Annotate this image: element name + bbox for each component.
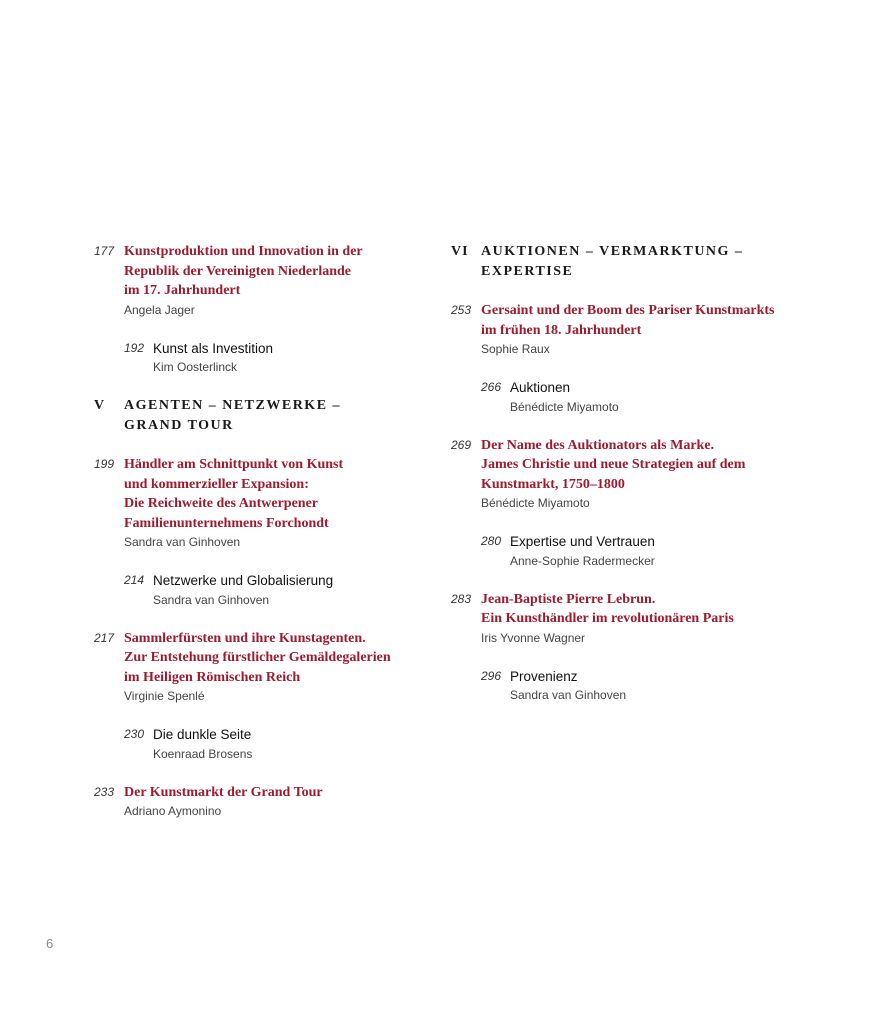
toc-right-column [451, 242, 831, 724]
chapter-author: Angela Jager [124, 302, 195, 317]
toc-entry[interactable] [94, 455, 424, 552]
chapter-author: Virginie Spenlé [124, 689, 205, 703]
section-heading-vi [451, 242, 831, 281]
chapter-title: Gersaint und der Boom des Pariser Kunstmarkts im frühen 18. Jahrhundert [481, 303, 775, 338]
page-ref: 296 [481, 668, 502, 683]
page-ref: 280 [481, 534, 502, 548]
page-ref: 269 [451, 437, 472, 452]
page-number: 6 [46, 936, 54, 951]
subchapter-title: Netzwerke und Globalisierung [153, 573, 334, 588]
toc-subentry[interactable] [451, 378, 831, 417]
subchapter-title: Kunst als Investition [153, 340, 274, 356]
chapter-title: Der Kunstmarkt der Grand Tour [124, 784, 323, 800]
toc-entry[interactable] [94, 629, 424, 707]
section-title: AGENTEN – NETZWERKE – GRAND TOUR [124, 398, 342, 433]
chapter-author: Bénédicte Miyamoto [481, 496, 590, 510]
toc-entry[interactable] [94, 242, 424, 320]
page-ref: 217 [94, 630, 115, 645]
toc-entry[interactable] [451, 590, 831, 648]
page-ref: 230 [124, 727, 145, 741]
page-ref: 266 [481, 380, 502, 394]
chapter-title: Sammlerfürsten und ihre Kunstagenten. Zur Entstehung fürstlicher Gemäldegalerien im Heiligen Römischen Reich [124, 630, 391, 685]
section-number: V [94, 398, 106, 413]
toc-left-column [94, 242, 424, 840]
toc-subentry[interactable] [94, 725, 424, 764]
page-ref: 283 [451, 591, 472, 606]
page-ref: 177 [94, 244, 115, 258]
chapter-author: Kim Oosterlinck [153, 360, 238, 374]
subchapter-title: Expertise und Vertrauen [510, 534, 655, 549]
toc-subentry[interactable] [451, 667, 831, 706]
chapter-author: Sandra van Ginhoven [153, 592, 270, 607]
chapter-author: Bénédicte Miyamoto [510, 399, 619, 414]
subchapter-title: Auktionen [510, 380, 571, 395]
chapter-author: Sophie Raux [481, 342, 550, 356]
toc-entry[interactable] [451, 436, 831, 514]
page-ref: 192 [124, 340, 145, 355]
subchapter-title: Die dunkle Seite [153, 727, 252, 742]
toc-entry[interactable] [94, 783, 424, 822]
toc-subentry[interactable] [451, 532, 831, 571]
chapter-title: Der Name des Auktionators als Marke. James Christie und neue Strategien auf dem Kunstmarkt, 1750–1800 [481, 437, 746, 492]
toc-subentry[interactable] [94, 339, 424, 378]
page-ref: 233 [94, 784, 115, 799]
section-number: VI [451, 244, 469, 259]
chapter-author: Sandra van Ginhoven [510, 688, 627, 702]
chapter-author: Sandra van Ginhoven [124, 535, 241, 549]
chapter-author: Adriano Aymonino [124, 804, 222, 818]
chapter-title: Jean-Baptiste Pierre Lebrun. Ein Kunsthändler im revolutionären Paris [481, 591, 734, 626]
chapter-author: Koenraad Brosens [153, 746, 253, 761]
chapter-author: Iris Yvonne Wagner [481, 630, 586, 645]
section-title: AUKTIONEN – VERMARKTUNG – EXPERTISE [481, 244, 744, 279]
page-ref: 253 [451, 303, 472, 317]
subchapter-title: Provenienz [510, 668, 578, 684]
page-ref: 214 [124, 573, 145, 587]
chapter-title: Händler am Schnittpunkt von Kunst und kommerzieller Expansion: Die Reichweite des Antwerpener Familienunternehmens Forchondt [124, 457, 344, 531]
page-ref: 199 [94, 457, 115, 471]
toc-entry[interactable] [451, 301, 831, 359]
toc-subentry[interactable] [94, 571, 424, 610]
chapter-author: Anne-Sophie Radermecker [510, 553, 655, 568]
section-heading-v [94, 396, 424, 435]
chapter-title: Kunstproduktion und Innovation in der Republik der Vereinigten Niederlande im 17. Jahrhundert [124, 244, 363, 298]
